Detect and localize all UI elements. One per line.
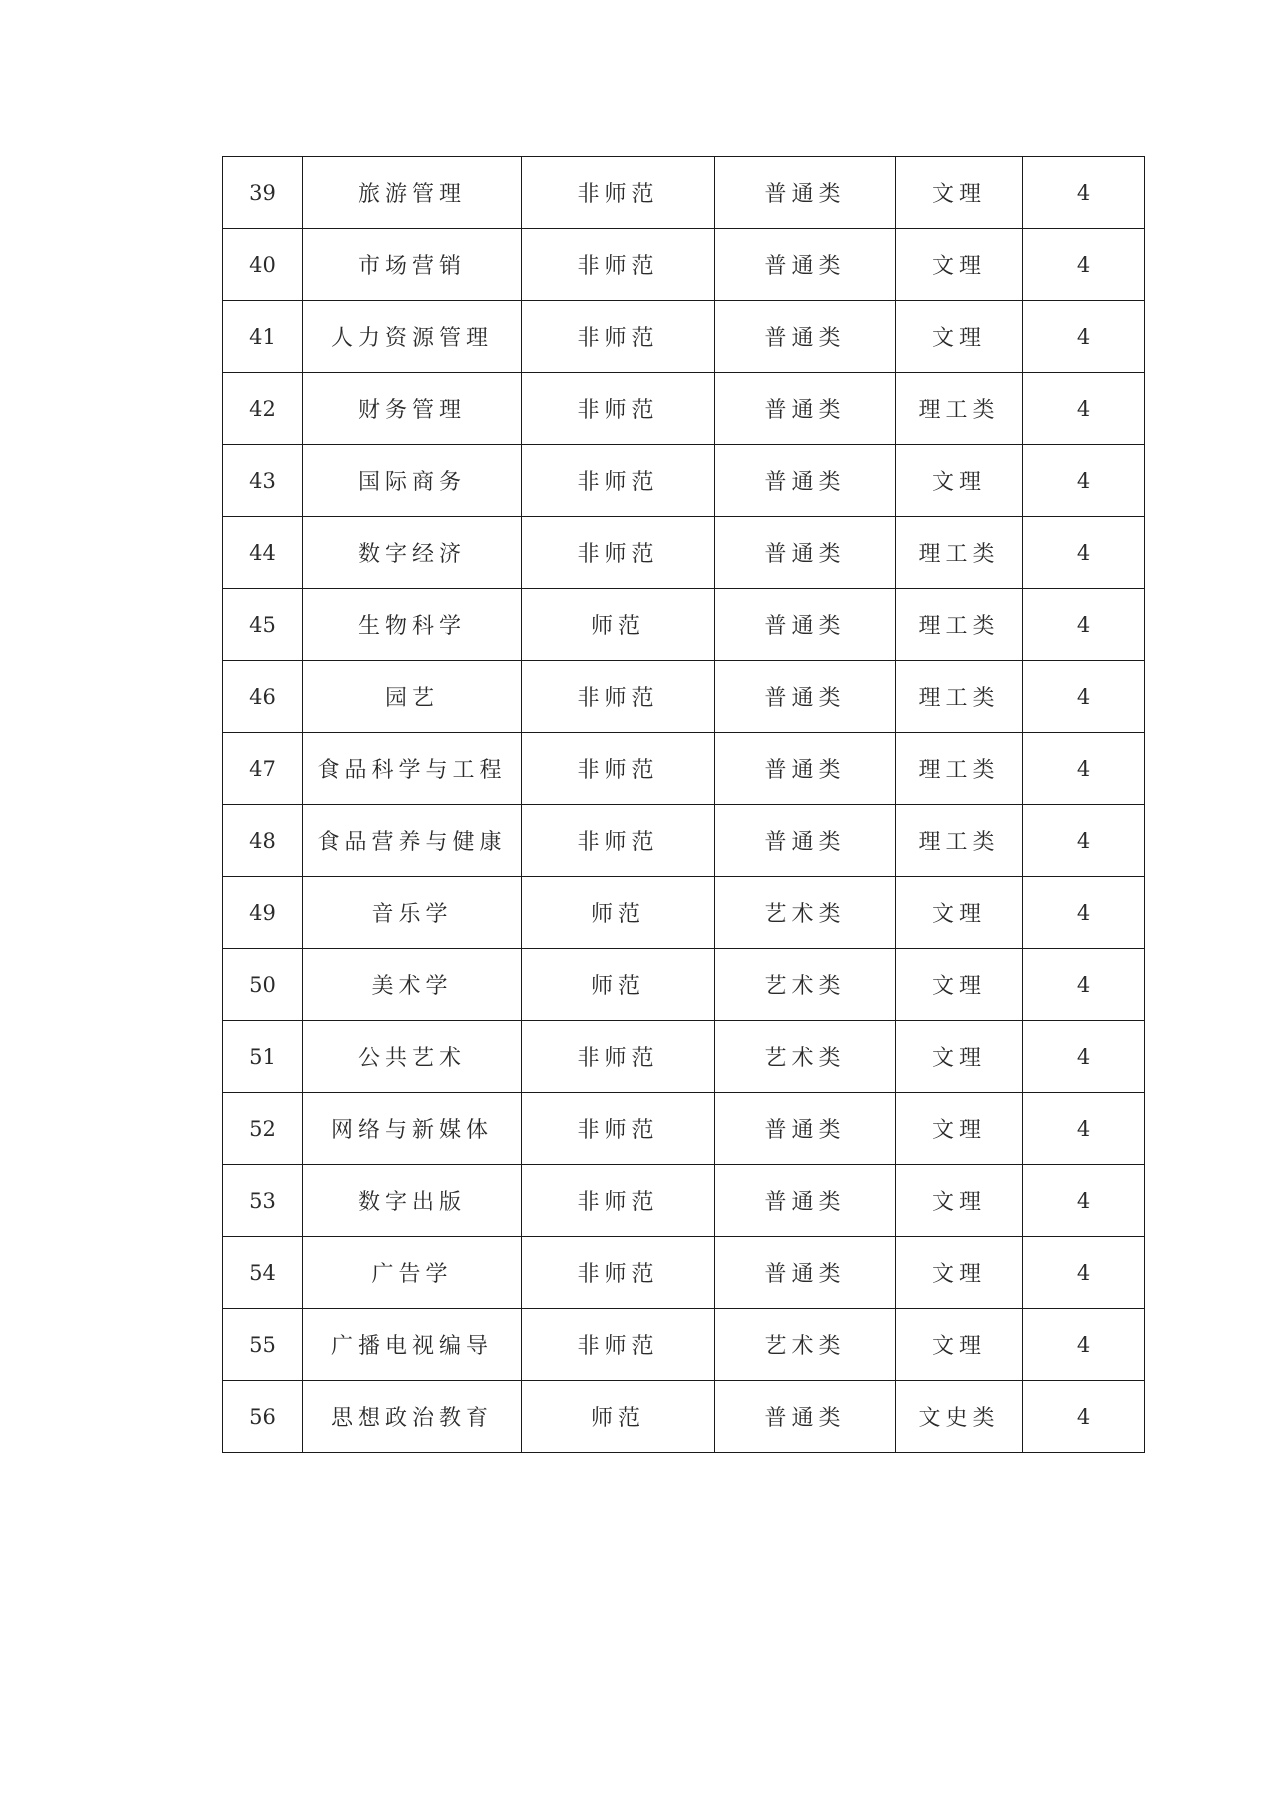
category-cell: 艺术类 (715, 949, 896, 1021)
program-type-cell: 非师范 (522, 805, 715, 877)
major-name-cell: 生物科学 (303, 589, 522, 661)
subject-track-cell: 理工类 (896, 805, 1023, 877)
row-number-cell: 43 (223, 445, 303, 517)
subject-track-cell: 理工类 (896, 517, 1023, 589)
category-cell: 普通类 (715, 1093, 896, 1165)
row-number-cell: 55 (223, 1309, 303, 1381)
major-name-cell: 音乐学 (303, 877, 522, 949)
program-type-cell: 师范 (522, 589, 715, 661)
row-number-cell: 56 (223, 1381, 303, 1453)
major-name-cell: 人力资源管理 (303, 301, 522, 373)
years-cell: 4 (1023, 1093, 1145, 1165)
category-cell: 艺术类 (715, 1021, 896, 1093)
subject-track-cell: 文理 (896, 301, 1023, 373)
category-cell: 普通类 (715, 157, 896, 229)
program-type-cell: 非师范 (522, 1021, 715, 1093)
major-name-cell: 广播电视编导 (303, 1309, 522, 1381)
table-row (223, 949, 1145, 1021)
subject-track-cell: 理工类 (896, 733, 1023, 805)
table-row (223, 805, 1145, 877)
category-cell: 普通类 (715, 373, 896, 445)
row-number-cell: 42 (223, 373, 303, 445)
years-cell: 4 (1023, 1237, 1145, 1309)
major-name-cell: 食品营养与健康 (303, 805, 522, 877)
table-row (223, 589, 1145, 661)
row-number-cell: 41 (223, 301, 303, 373)
major-name-cell: 数字经济 (303, 517, 522, 589)
program-type-cell: 非师范 (522, 1237, 715, 1309)
majors-table-body (223, 157, 1145, 1453)
major-name-cell: 数字出版 (303, 1165, 522, 1237)
subject-track-cell: 文理 (896, 1237, 1023, 1309)
row-number-cell: 45 (223, 589, 303, 661)
program-type-cell: 非师范 (522, 445, 715, 517)
subject-track-cell: 文理 (896, 1309, 1023, 1381)
table-row (223, 157, 1145, 229)
subject-track-cell: 文理 (896, 1165, 1023, 1237)
subject-track-cell: 理工类 (896, 589, 1023, 661)
table-row (223, 229, 1145, 301)
category-cell: 艺术类 (715, 877, 896, 949)
category-cell: 普通类 (715, 445, 896, 517)
category-cell: 艺术类 (715, 1309, 896, 1381)
program-type-cell: 师范 (522, 877, 715, 949)
table-row (223, 733, 1145, 805)
table-row (223, 517, 1145, 589)
table-row (223, 1381, 1145, 1453)
major-name-cell: 国际商务 (303, 445, 522, 517)
table-row (223, 373, 1145, 445)
years-cell: 4 (1023, 589, 1145, 661)
table-row (223, 1309, 1145, 1381)
program-type-cell: 非师范 (522, 661, 715, 733)
subject-track-cell: 理工类 (896, 373, 1023, 445)
major-name-cell: 财务管理 (303, 373, 522, 445)
subject-track-cell: 文理 (896, 1093, 1023, 1165)
program-type-cell: 师范 (522, 949, 715, 1021)
subject-track-cell: 理工类 (896, 661, 1023, 733)
table-row (223, 1093, 1145, 1165)
row-number-cell: 54 (223, 1237, 303, 1309)
category-cell: 普通类 (715, 517, 896, 589)
category-cell: 普通类 (715, 661, 896, 733)
row-number-cell: 50 (223, 949, 303, 1021)
table-row (223, 661, 1145, 733)
program-type-cell: 非师范 (522, 1165, 715, 1237)
years-cell: 4 (1023, 1381, 1145, 1453)
years-cell: 4 (1023, 445, 1145, 517)
program-type-cell: 非师范 (522, 1309, 715, 1381)
row-number-cell: 48 (223, 805, 303, 877)
subject-track-cell: 文史类 (896, 1381, 1023, 1453)
years-cell: 4 (1023, 1165, 1145, 1237)
major-name-cell: 网络与新媒体 (303, 1093, 522, 1165)
category-cell: 普通类 (715, 1165, 896, 1237)
subject-track-cell: 文理 (896, 949, 1023, 1021)
table-row (223, 301, 1145, 373)
row-number-cell: 51 (223, 1021, 303, 1093)
subject-track-cell: 文理 (896, 1021, 1023, 1093)
major-name-cell: 旅游管理 (303, 157, 522, 229)
category-cell: 普通类 (715, 805, 896, 877)
major-name-cell: 公共艺术 (303, 1021, 522, 1093)
row-number-cell: 47 (223, 733, 303, 805)
years-cell: 4 (1023, 517, 1145, 589)
row-number-cell: 52 (223, 1093, 303, 1165)
category-cell: 普通类 (715, 733, 896, 805)
program-type-cell: 非师范 (522, 733, 715, 805)
table-row (223, 877, 1145, 949)
table-row (223, 1165, 1145, 1237)
program-type-cell: 非师范 (522, 157, 715, 229)
years-cell: 4 (1023, 805, 1145, 877)
major-name-cell: 思想政治教育 (303, 1381, 522, 1453)
subject-track-cell: 文理 (896, 229, 1023, 301)
years-cell: 4 (1023, 877, 1145, 949)
years-cell: 4 (1023, 229, 1145, 301)
program-type-cell: 非师范 (522, 1093, 715, 1165)
years-cell: 4 (1023, 157, 1145, 229)
subject-track-cell: 文理 (896, 877, 1023, 949)
program-type-cell: 非师范 (522, 301, 715, 373)
category-cell: 普通类 (715, 301, 896, 373)
years-cell: 4 (1023, 373, 1145, 445)
row-number-cell: 46 (223, 661, 303, 733)
years-cell: 4 (1023, 301, 1145, 373)
table-row (223, 1021, 1145, 1093)
category-cell: 普通类 (715, 589, 896, 661)
row-number-cell: 39 (223, 157, 303, 229)
program-type-cell: 非师范 (522, 229, 715, 301)
years-cell: 4 (1023, 1021, 1145, 1093)
row-number-cell: 53 (223, 1165, 303, 1237)
majors-table (222, 156, 1145, 1453)
category-cell: 普通类 (715, 229, 896, 301)
major-name-cell: 市场营销 (303, 229, 522, 301)
row-number-cell: 40 (223, 229, 303, 301)
years-cell: 4 (1023, 949, 1145, 1021)
subject-track-cell: 文理 (896, 445, 1023, 517)
row-number-cell: 49 (223, 877, 303, 949)
major-name-cell: 美术学 (303, 949, 522, 1021)
program-type-cell: 非师范 (522, 373, 715, 445)
major-name-cell: 广告学 (303, 1237, 522, 1309)
category-cell: 普通类 (715, 1381, 896, 1453)
major-name-cell: 园艺 (303, 661, 522, 733)
years-cell: 4 (1023, 733, 1145, 805)
major-name-cell: 食品科学与工程 (303, 733, 522, 805)
table-row (223, 445, 1145, 517)
program-type-cell: 非师范 (522, 517, 715, 589)
years-cell: 4 (1023, 661, 1145, 733)
row-number-cell: 44 (223, 517, 303, 589)
program-type-cell: 师范 (522, 1381, 715, 1453)
category-cell: 普通类 (715, 1237, 896, 1309)
table-row (223, 1237, 1145, 1309)
years-cell: 4 (1023, 1309, 1145, 1381)
subject-track-cell: 文理 (896, 157, 1023, 229)
